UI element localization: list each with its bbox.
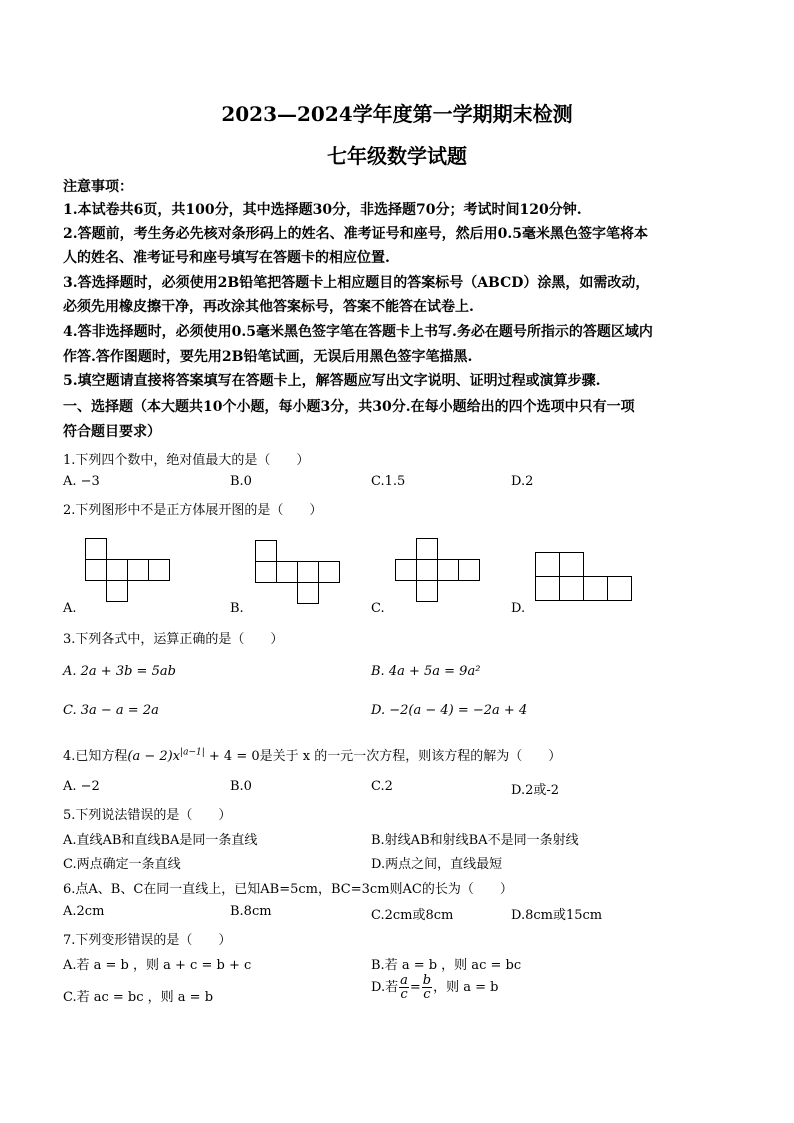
q2-option-a: A. (63, 601, 77, 616)
q4-stem-suffix: + 4 = 0是关于 x 的一元一次方程，则该方程的解为（ ） (204, 749, 562, 764)
notes-heading: 注意事项： (63, 179, 133, 195)
exam-subtitle: 七年级数学试题 (327, 144, 467, 168)
q4-option-b: B.0 (230, 779, 252, 794)
q5-stem: 5.下列说法错误的是（ ） (63, 808, 232, 823)
q4-stem-prefix: 4.已知方程 (63, 749, 128, 764)
equals-sign: = (409, 980, 421, 995)
q3-option-c: C. 3a − a = 2a (63, 703, 159, 718)
net-square (416, 538, 438, 560)
q1-stem: 1.下列四个数中，绝对值最大的是（ ） (63, 453, 310, 468)
q7-option-a: A.若 a = b ，则 a + c = b + c (63, 958, 252, 973)
net-square (437, 559, 459, 581)
exam-title: 2023—2024学年度第一学期期末检测 (221, 102, 573, 126)
q1-option-b: B.0 (230, 474, 252, 489)
q5-option-d: D.两点之间，直线最短 (371, 857, 503, 872)
q6-option-c: C.2cm或8cm (371, 908, 454, 923)
q7-stem: 7.下列变形错误的是（ ） (63, 933, 232, 948)
net-square (458, 559, 480, 581)
note-line-2: 2.答题前，考生务必先核对条形码上的姓名、准考证号和座号，然后用0.5毫米黑色签字笔将本 (63, 226, 648, 242)
q7-option-d (371, 974, 498, 1001)
q6-option-a: A.2cm (63, 904, 105, 919)
note-line-8: 5.填空题请直接将答案填写在答题卡上，解答题应写出文字说明、证明过程或演算步骤. (63, 373, 601, 389)
q7-option-d-prefix: D.若 (371, 980, 399, 995)
q5-option-a: A.直线AB和直线BA是同一条直线 (63, 833, 258, 848)
net-square (127, 559, 149, 581)
q1-option-a: A. −3 (63, 474, 100, 489)
q4-option-a: A. −2 (63, 779, 100, 794)
net-square (297, 582, 319, 604)
net-square (85, 559, 107, 581)
note-line-5: 必须先用橡皮擦干净，再改涂其他答案标号，答案不能答在试卷上. (63, 299, 474, 315)
net-square (255, 540, 277, 562)
q2-option-d: D. (511, 601, 526, 616)
q4-option-c: C.2 (371, 779, 393, 794)
q3-option-a: A. 2a + 3b = 5ab (63, 664, 176, 679)
net-square (559, 576, 584, 601)
q2-option-c: C. (371, 601, 385, 616)
net-square (85, 538, 107, 560)
net-square (583, 576, 608, 601)
net-square (318, 561, 340, 583)
net-square (395, 559, 417, 581)
net-square (416, 580, 438, 602)
net-square (535, 552, 560, 577)
q6-option-b: B.8cm (230, 904, 272, 919)
net-square (607, 576, 632, 601)
fraction-numerator: b (422, 973, 432, 988)
fraction-b-over-c (422, 974, 432, 1001)
q1-option-c: C.1.5 (371, 474, 406, 489)
net-square (255, 561, 277, 583)
net-square (148, 559, 170, 581)
q6-option-d: D.8cm或15cm (511, 908, 603, 923)
q7-option-c: C.若 ac = bc ，则 a = b (63, 990, 214, 1005)
fraction-denominator: c (423, 987, 431, 1002)
note-line-7: 作答.答作图题时，要先用2B铅笔试画，无误后用黑色签字笔描黑. (63, 349, 473, 365)
net-square (416, 559, 438, 581)
q3-option-d: D. −2(a − 4) = −2a + 4 (371, 703, 528, 718)
q7-option-b: B.若 a = b ，则 ac = bc (371, 958, 522, 973)
note-line-6: 4.答非选择题时，必须使用0.5毫米黑色签字笔在答题卡上书写.务必在题号所指示的答题区域内 (63, 324, 653, 340)
q3-option-b: B. 4a + 5a = 9a² (371, 664, 481, 679)
q1-option-d: D.2 (511, 474, 534, 489)
fraction-numerator: a (400, 973, 408, 988)
net-square (106, 580, 128, 602)
q7-option-d-suffix: ，则 a = b (433, 980, 499, 995)
q5-option-b: B.射线AB和射线BA不是同一条射线 (371, 833, 579, 848)
note-line-4: 3.答选择题时，必须使用2B铅笔把答题卡上相应题目的答案标号（ABCD）涂黑，如需改动， (63, 275, 650, 291)
q5-option-c: C.两点确定一条直线 (63, 857, 181, 872)
q4-option-d: D.2或-2 (511, 783, 560, 798)
fraction-denominator: c (400, 987, 408, 1002)
q4-exponent: |a−1| (180, 747, 205, 758)
fraction-a-over-c (399, 974, 409, 1001)
net-square (297, 561, 319, 583)
q4-equation: (a − 2)x (127, 749, 181, 764)
note-line-1: 1.本试卷共6页，共100分，其中选择题30分，非选择题70分；考试时间120分钟. (63, 202, 582, 218)
net-square (106, 559, 128, 581)
q3-stem: 3.下列各式中，运算正确的是（ ） (63, 632, 284, 647)
section-heading-line-1: 一、选择题（本大题共10个小题，每小题3分，共30分.在每小题给出的四个选项中只有一项 (63, 399, 635, 415)
q2-stem: 2.下列图形中不是正方体展开图的是（ ） (63, 503, 323, 518)
q6-stem: 6.点A、B、C在同一直线上，已知AB=5cm，BC=3cm则AC的长为（ ） (63, 882, 513, 897)
q2-option-b: B. (230, 601, 244, 616)
section-heading-line-2: 符合题目要求） (63, 424, 161, 440)
note-line-3: 人的姓名、准考证号和座号填写在答题卡的相应位置. (63, 250, 390, 266)
net-square (276, 561, 298, 583)
net-square (559, 552, 584, 577)
q4-stem (63, 745, 561, 764)
net-square (535, 576, 560, 601)
